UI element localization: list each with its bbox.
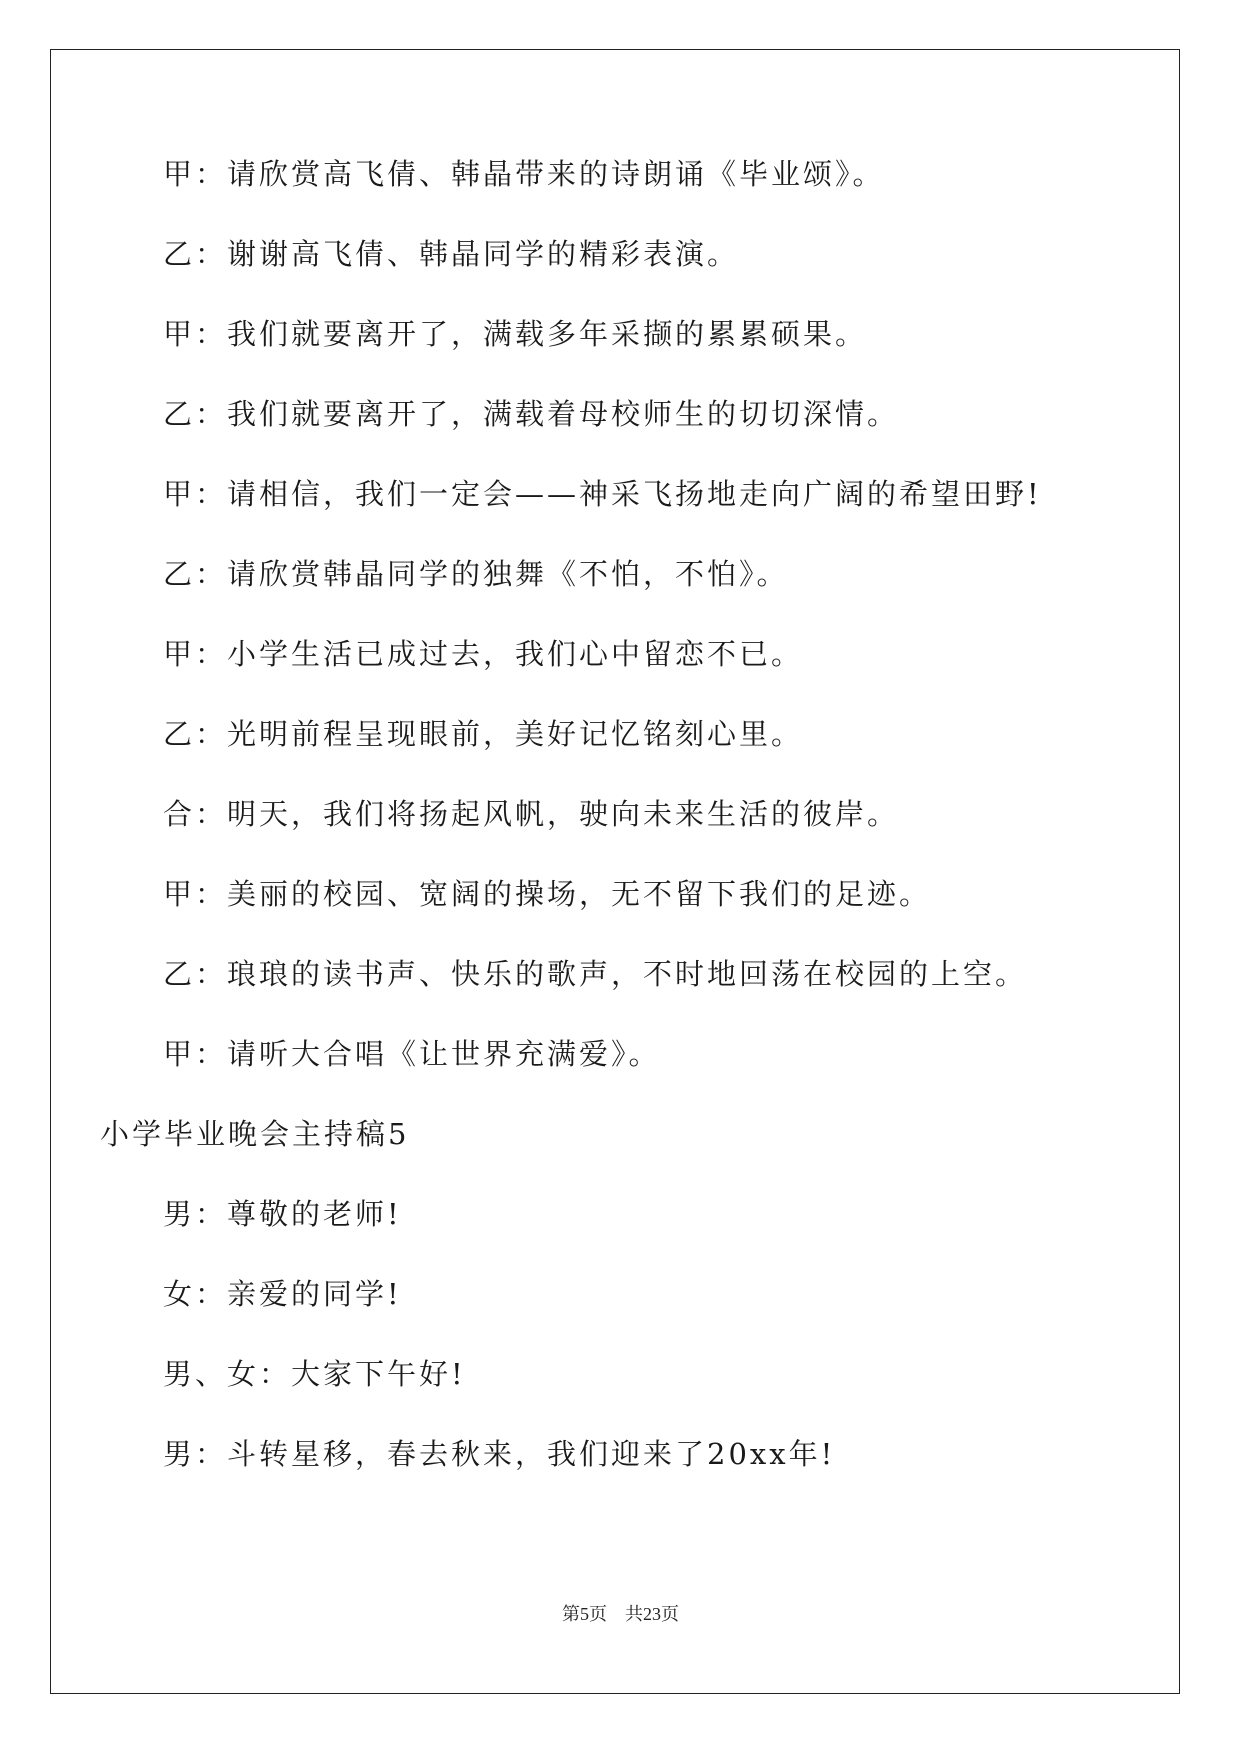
speaker-label: 甲 [163,157,196,191]
page-footer [0,1600,1241,1626]
speaker-label: 乙 [163,397,196,431]
line-text: 尊敬的老师! [227,1197,402,1231]
speaker-label: 甲 [163,1037,196,1071]
dialogue-line [163,156,885,192]
dialogue-line [163,1436,835,1472]
dialogue-line [163,716,803,752]
line-text: 请欣赏高飞倩、韩晶带来的诗朗诵《毕业颂》。 [227,157,885,191]
page-total: 23 [643,1604,661,1624]
total-label-prefix: 共 [625,1604,643,1624]
dialogue-line [163,956,1027,992]
speaker-label: 甲 [163,477,196,511]
separator: ： [195,637,228,671]
speaker-label: 男 [163,1197,196,1231]
page-label-suffix: 页 [589,1604,607,1624]
line-text: 光明前程呈现眼前，美好记忆铭刻心里。 [227,717,804,751]
dialogue-line [163,556,789,592]
page-current: 5 [580,1604,589,1624]
line-text: 谢谢高飞倩、韩晶同学的精彩表演。 [227,237,740,271]
line-text: 请听大合唱《让世界充满爱》。 [227,1037,661,1071]
line-text: 大家下午好! [291,1357,466,1391]
speaker-label: 男 [163,1437,196,1471]
speaker-label: 男、女 [163,1357,260,1391]
separator: ： [195,877,228,911]
dialogue-line [163,1356,466,1392]
speaker-label: 合 [163,797,196,831]
dialogue-line [163,236,739,272]
line-text: 请相信，我们一定会——神采飞扬地走向广阔的希望田野! [227,477,1042,511]
separator: ： [195,957,228,991]
separator: ： [195,797,228,831]
speaker-label: 甲 [163,877,196,911]
dialogue-line [163,476,1042,512]
dialogue-line [163,1276,402,1312]
separator: ： [195,317,228,351]
line-text: 亲爱的同学! [227,1277,402,1311]
separator: ： [195,717,228,751]
total-label-suffix: 页 [661,1604,679,1624]
line-text: 小学生活已成过去，我们心中留恋不已。 [227,637,804,671]
separator: ： [195,397,228,431]
dialogue-line [163,316,867,352]
line-text: 美丽的校园、宽阔的操场，无不留下我们的足迹。 [227,877,932,911]
line-text: 我们就要离开了，满载多年采撷的累累硕果。 [227,317,868,351]
separator: ： [259,1357,292,1391]
separator: ： [195,1037,228,1071]
separator: ： [195,1197,228,1231]
speaker-label: 乙 [163,557,196,591]
line-text: 斗转星移，春去秋来，我们迎来了20xx年! [227,1437,836,1471]
dialogue-line [163,396,899,432]
separator: ： [195,1437,228,1471]
speaker-label: 甲 [163,317,196,351]
speaker-label: 女 [163,1277,196,1311]
separator: ： [195,237,228,271]
line-text: 明天，我们将扬起风帆，驶向未来生活的彼岸。 [227,797,900,831]
separator: ： [195,157,228,191]
dialogue-line [163,1036,661,1072]
separator: ： [195,1277,228,1311]
separator: ： [195,557,228,591]
line-text: 我们就要离开了，满载着母校师生的切切深情。 [227,397,900,431]
section-heading: 小学毕业晚会主持稿5 [100,1117,410,1151]
dialogue-line [163,1196,402,1232]
speaker-label: 乙 [163,957,196,991]
dialogue-line [163,876,931,912]
separator: ： [195,477,228,511]
speaker-label: 乙 [163,237,196,271]
speaker-label: 乙 [163,717,196,751]
dialogue-line [163,636,803,672]
line-text: 琅琅的读书声、快乐的歌声，不时地回荡在校园的上空。 [227,957,1028,991]
dialogue-line [163,796,899,832]
speaker-label: 甲 [163,637,196,671]
page-label-prefix: 第 [562,1604,580,1624]
line-text: 请欣赏韩晶同学的独舞《不怕，不怕》。 [227,557,789,591]
